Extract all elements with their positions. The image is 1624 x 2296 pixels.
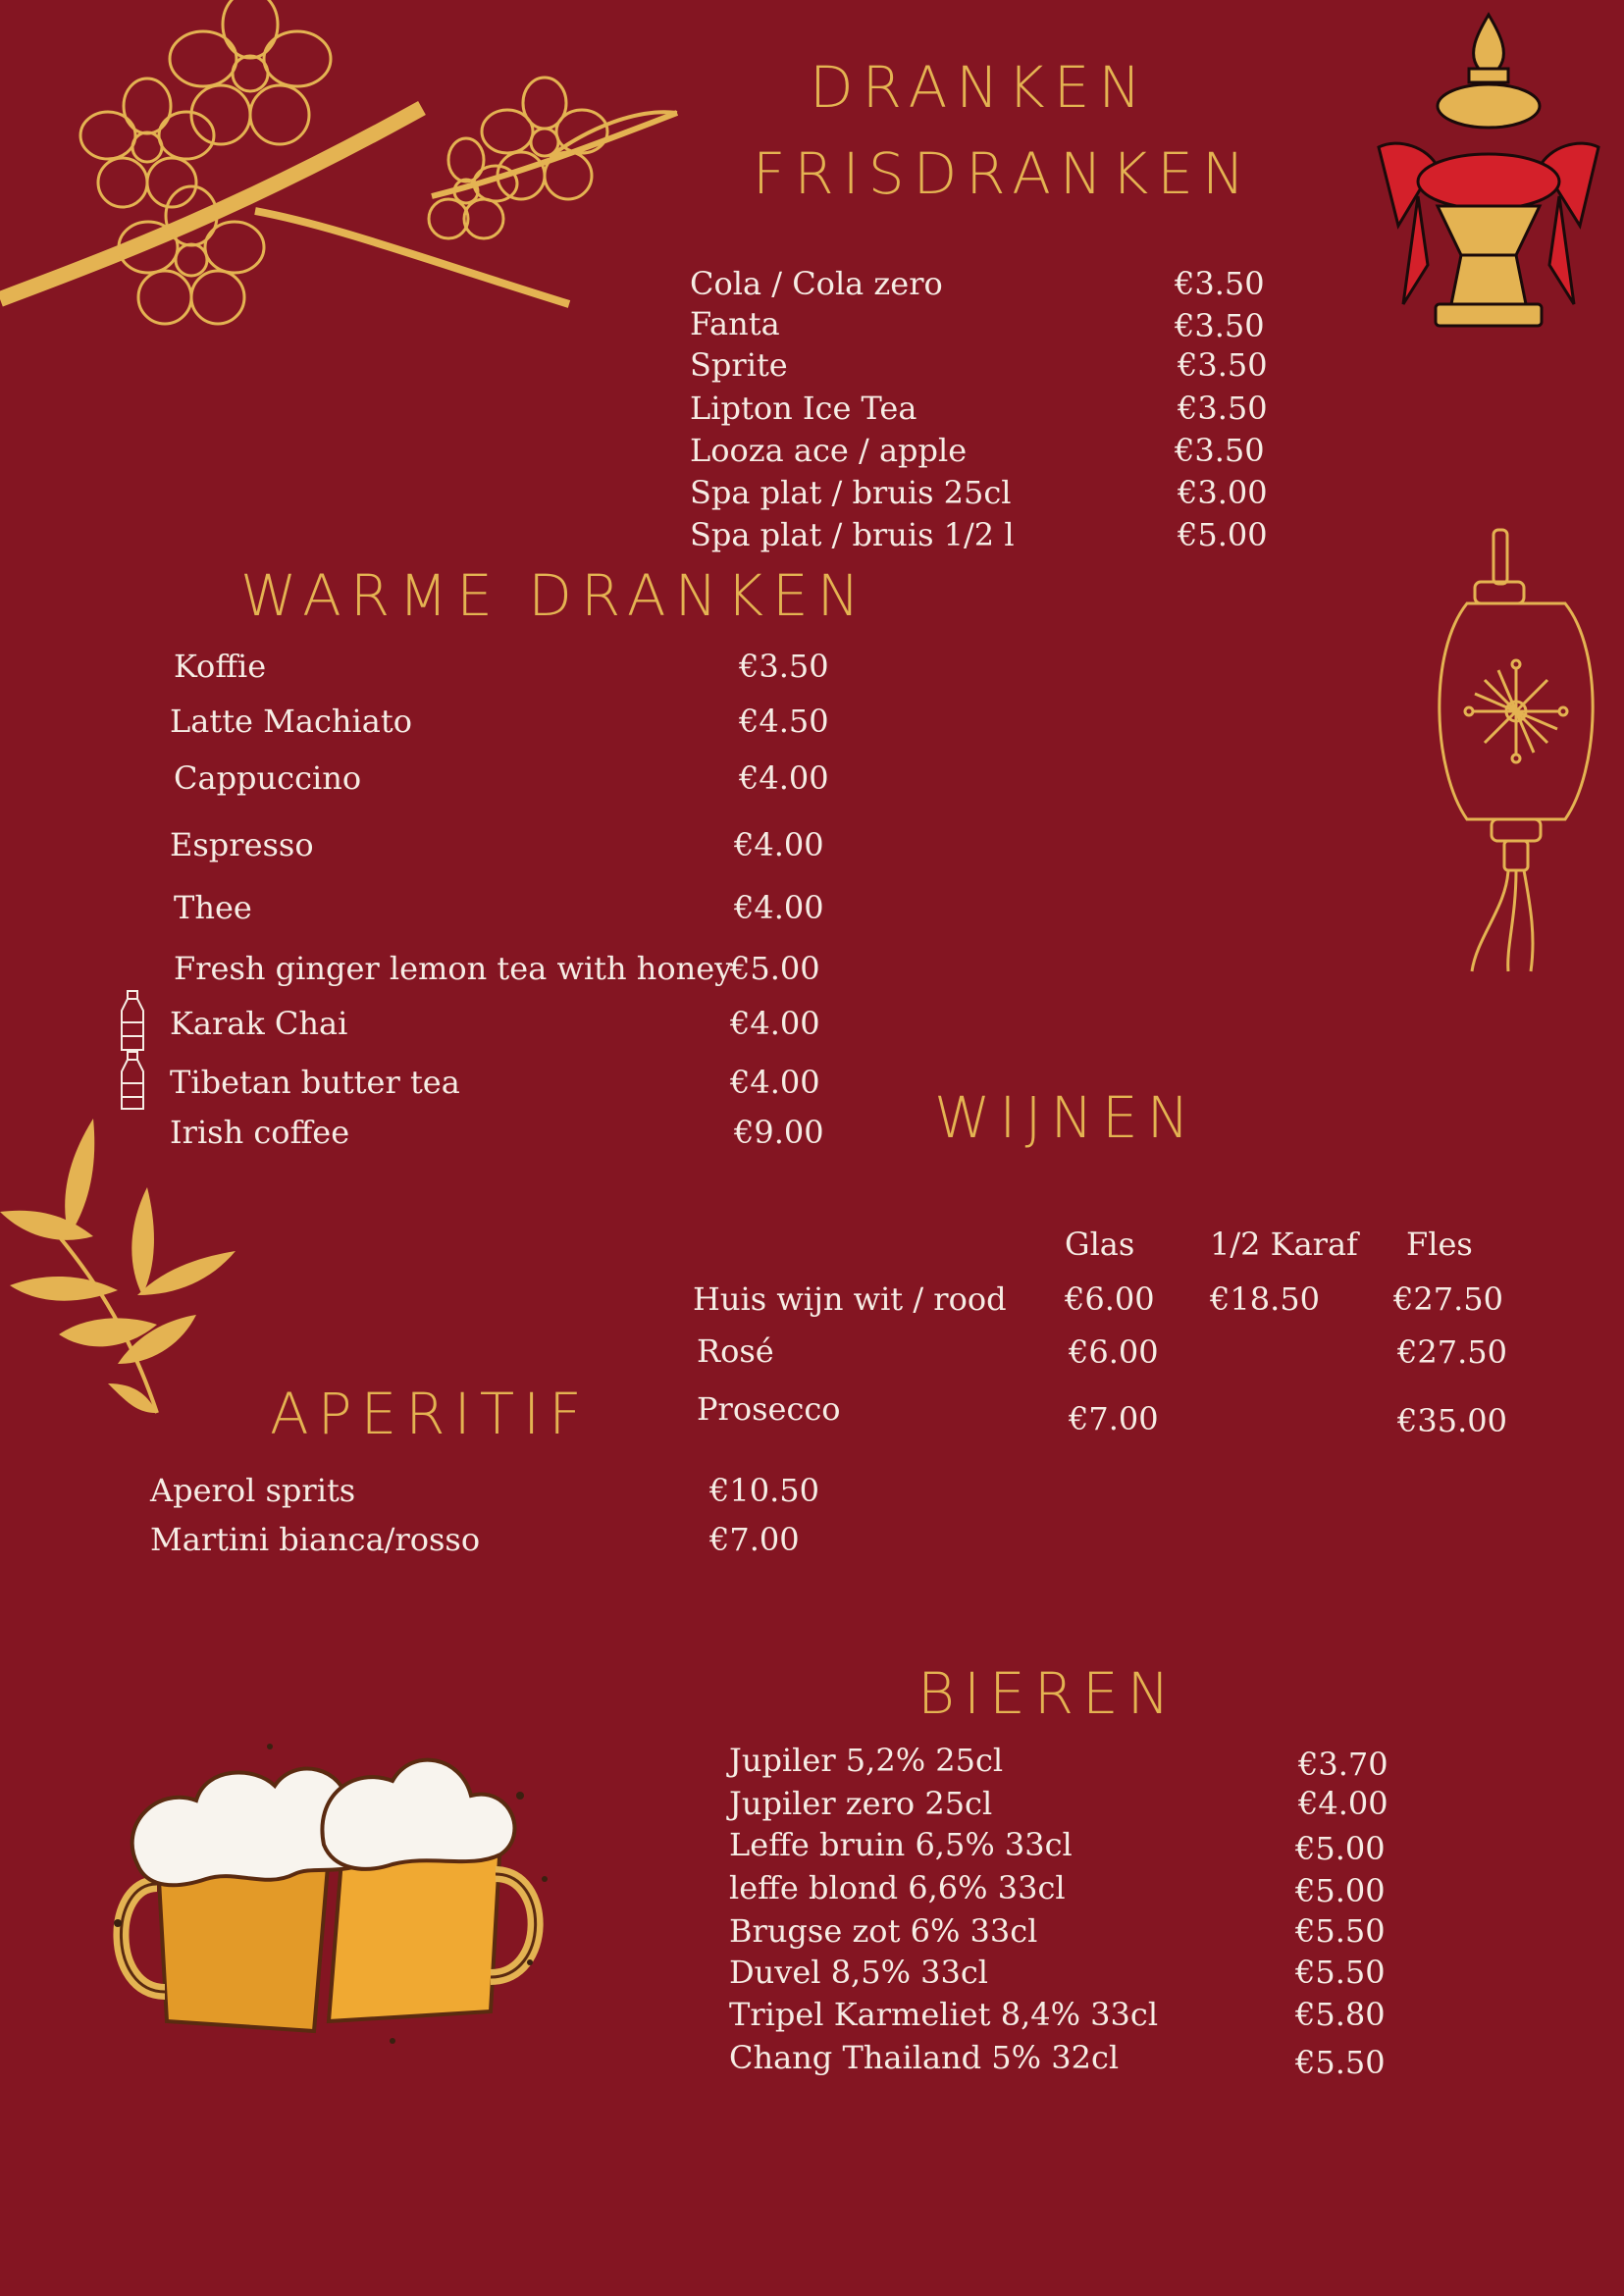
list-item: Fresh ginger lemon tea with honey (174, 950, 733, 987)
item-price: €5.50 (1295, 2044, 1386, 2081)
dranken-title: DRANKEN (810, 54, 1150, 121)
item-price: €3.50 (1178, 390, 1268, 427)
list-item: Spa plat / bruis 25cl (690, 474, 1012, 511)
item-price: €7.00 (709, 1521, 800, 1558)
column-header-fles: Fles (1406, 1226, 1473, 1263)
bieren-title: BIEREN (917, 1660, 1179, 1727)
item-price: €9.00 (734, 1114, 824, 1151)
list-item: Espresso (170, 826, 314, 863)
item-price: €4.50 (739, 703, 829, 740)
item-price-glas: €6.00 (1065, 1280, 1155, 1318)
list-item: Cappuccino (174, 759, 362, 797)
list-item: Jupiler zero 25cl (729, 1785, 993, 1822)
column-header-karaf: 1/2 Karaf (1210, 1226, 1358, 1263)
wijnen-title: WIJNEN (934, 1084, 1198, 1151)
list-item: Karak Chai (170, 1005, 348, 1042)
list-item: Rosé (697, 1332, 774, 1370)
item-price: €3.50 (739, 648, 829, 685)
item-price-fles: €27.50 (1397, 1333, 1507, 1371)
list-item: Fanta (690, 305, 780, 342)
item-price: €4.00 (730, 1005, 820, 1042)
list-item: Cola / Cola zero (690, 265, 943, 302)
warme-dranken-title: WARME DRANKEN (240, 562, 869, 629)
beer-mugs-icon (98, 1727, 569, 2061)
list-item: Jupiler 5,2% 25cl (729, 1742, 1004, 1779)
item-price: €3.50 (1175, 265, 1265, 302)
list-item: leffe blond 6,6% 33cl (729, 1869, 1066, 1906)
item-price: €3.50 (1178, 346, 1268, 384)
frisdranken-title: FRISDRANKEN (753, 140, 1254, 207)
list-item: Thee (174, 889, 252, 926)
item-price: €5.80 (1295, 1996, 1386, 2033)
list-item: Prosecco (697, 1390, 841, 1428)
cherry-blossom-branch-icon (0, 0, 687, 324)
item-price: €5.00 (1295, 1830, 1386, 1867)
item-price: €10.50 (709, 1472, 819, 1509)
item-price: €5.00 (1178, 516, 1268, 553)
bamboo-leaves-icon (0, 1119, 245, 1433)
item-price: €5.50 (1295, 1954, 1386, 1991)
list-item: Martini bianca/rosso (150, 1521, 481, 1558)
list-item: Chang Thailand 5% 32cl (729, 2039, 1120, 2076)
paper-lantern-icon (1438, 525, 1595, 976)
item-price-karaf: €18.50 (1210, 1280, 1320, 1318)
item-price: €4.00 (739, 759, 829, 797)
list-item: Spa plat / bruis 1/2 l (690, 516, 1015, 553)
list-item: Sprite (690, 346, 788, 384)
item-price: €3.50 (1175, 432, 1265, 469)
item-price: €3.70 (1298, 1746, 1388, 1783)
bronze-urn-icon (1359, 10, 1624, 343)
item-price: €5.50 (1295, 1912, 1386, 1950)
item-price: €5.00 (730, 950, 820, 987)
item-price: €4.00 (1298, 1785, 1388, 1822)
item-price: €3.50 (1175, 307, 1265, 344)
item-price: €4.00 (730, 1064, 820, 1101)
list-item: Irish coffee (170, 1114, 350, 1151)
item-price: €4.00 (734, 889, 824, 926)
item-price: €4.00 (734, 826, 824, 863)
list-item: Aperol sprits (150, 1472, 356, 1509)
list-item: Tripel Karmeliet 8,4% 33cl (729, 1996, 1159, 2033)
item-price: €3.00 (1178, 474, 1268, 511)
list-item: Duvel 8,5% 33cl (729, 1954, 989, 1991)
water-bottle-icon (118, 989, 147, 1112)
aperitif-title: APERITIF (270, 1381, 591, 1447)
list-item: Tibetan butter tea (170, 1064, 460, 1101)
item-price-fles: €35.00 (1397, 1402, 1507, 1439)
item-price: €5.00 (1295, 1872, 1386, 1909)
list-item: Huis wijn wit / rood (693, 1280, 1007, 1318)
column-header-glas: Glas (1065, 1226, 1135, 1263)
list-item: Brugse zot 6% 33cl (729, 1912, 1038, 1950)
item-price-glas: €6.00 (1069, 1333, 1159, 1371)
item-price-glas: €7.00 (1069, 1400, 1159, 1437)
item-price-fles: €27.50 (1393, 1280, 1503, 1318)
list-item: Lipton Ice Tea (690, 390, 917, 427)
list-item: Latte Machiato (170, 703, 412, 740)
list-item: Leffe bruin 6,5% 33cl (729, 1826, 1073, 1863)
list-item: Koffie (174, 648, 267, 685)
list-item: Looza ace / apple (690, 432, 968, 469)
